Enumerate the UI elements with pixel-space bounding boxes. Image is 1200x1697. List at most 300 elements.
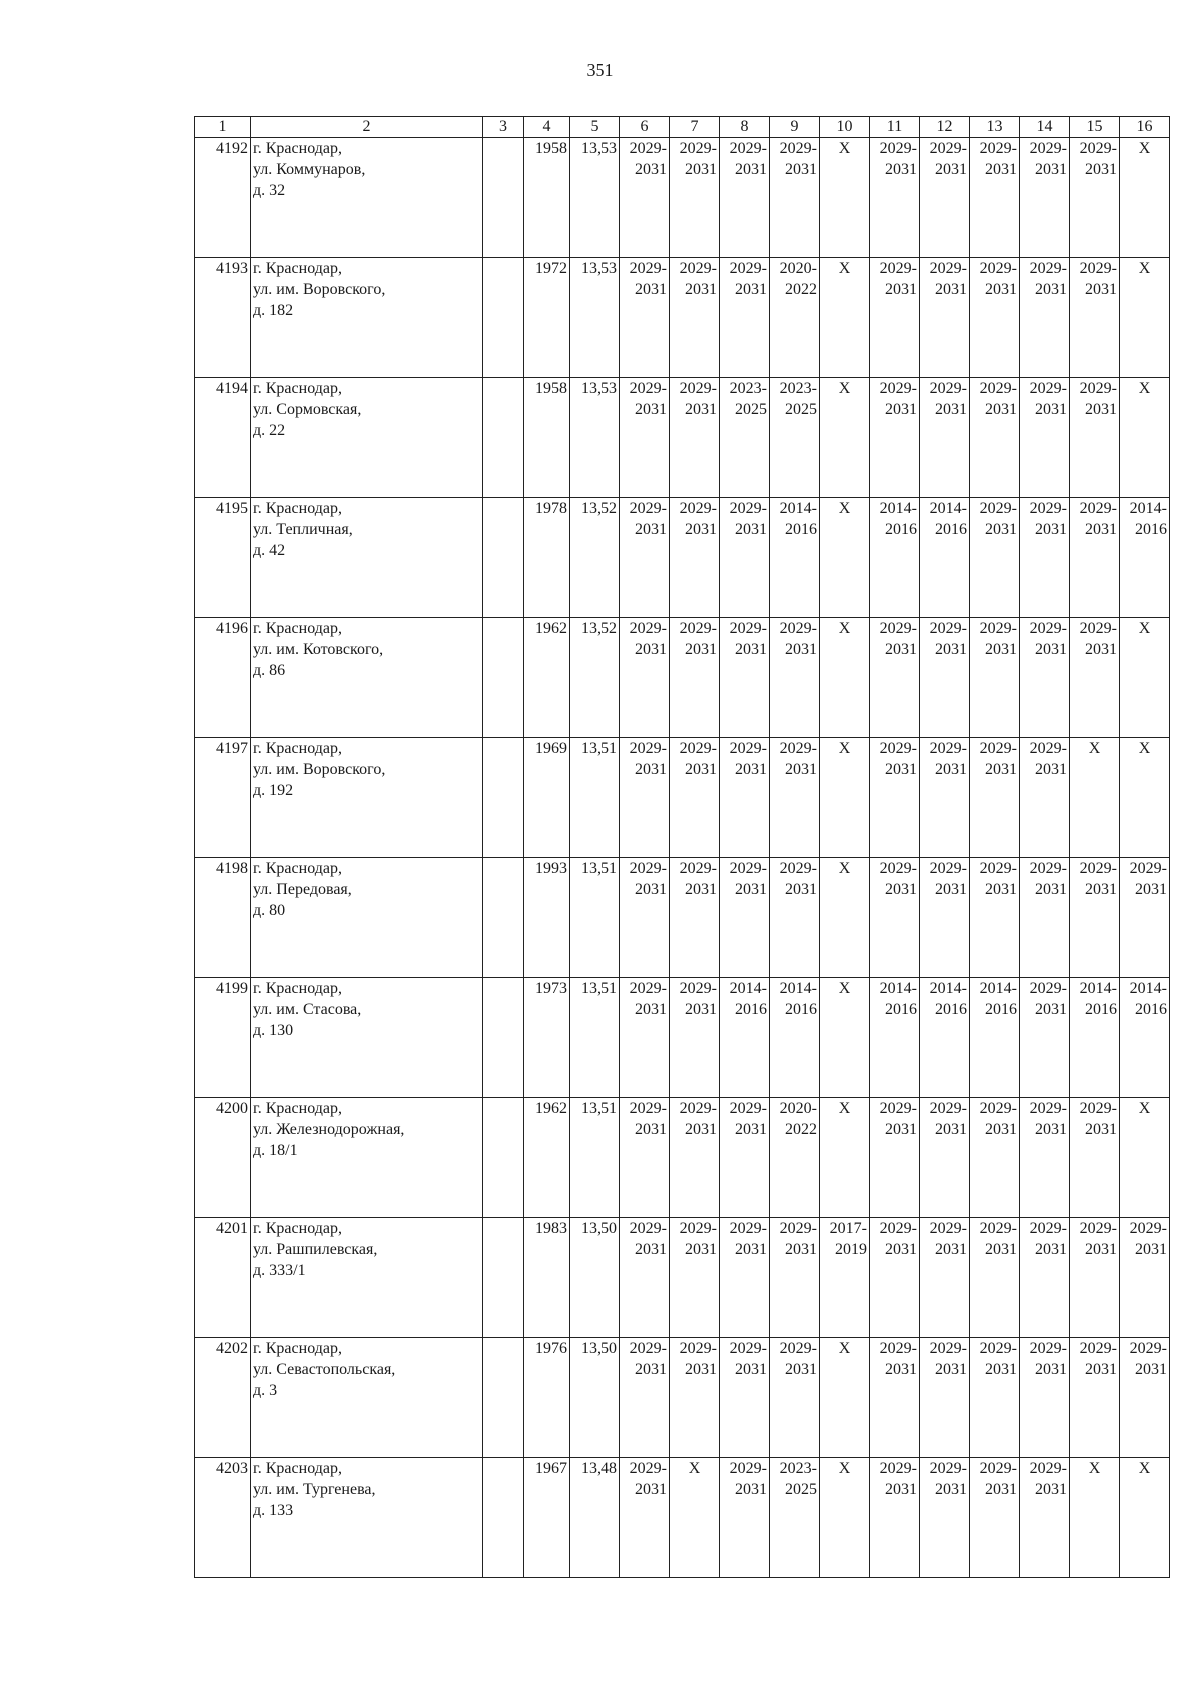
period-cell-col10 — [820, 978, 870, 1098]
period-cell-col13 — [970, 1458, 1020, 1578]
period-cell-col8 — [720, 138, 770, 258]
period-start: 2029- — [1029, 380, 1067, 397]
address-line: д. 42 — [253, 542, 286, 559]
not-applicable-mark: X — [838, 260, 851, 277]
period-end: 2031 — [885, 641, 917, 658]
period-cell-col9 — [770, 978, 820, 1098]
period-end: 2031 — [1035, 401, 1067, 418]
period-start: 2029- — [979, 380, 1017, 397]
period-start: 2029- — [1129, 860, 1167, 877]
period-start: 2029- — [1029, 740, 1067, 757]
period-cell-col8 — [720, 1458, 770, 1578]
period-end: 2031 — [1085, 161, 1117, 178]
period-end: 2031 — [985, 1481, 1017, 1498]
period-cell-col8 — [720, 858, 770, 978]
period-cell-col11 — [870, 498, 920, 618]
period-start: 2029- — [729, 1460, 767, 1477]
period-end: 2031 — [785, 1361, 817, 1378]
col3-cell — [483, 618, 524, 738]
not-applicable-mark: X — [1138, 380, 1151, 397]
period-end: 2031 — [935, 281, 967, 298]
value-cell: 13,52 — [570, 498, 620, 618]
period-cell-col13 — [970, 1098, 1020, 1218]
header-col-5: 5 — [570, 117, 620, 138]
period-start: 2029- — [1129, 1220, 1167, 1237]
address-line: ул. Тепличная, — [253, 521, 353, 538]
period-end: 2016 — [885, 521, 917, 538]
header-col-16: 16 — [1120, 117, 1170, 138]
not-applicable-mark: X — [838, 1100, 851, 1117]
period-end: 2031 — [1035, 761, 1067, 778]
address-line: ул. им. Стасова, — [253, 1001, 362, 1018]
period-end: 2031 — [635, 1481, 667, 1498]
period-cell-col9 — [770, 618, 820, 738]
period-cell-col7 — [670, 138, 720, 258]
period-start: 2023- — [779, 380, 817, 397]
period-start: 2029- — [1079, 620, 1117, 637]
period-end: 2031 — [635, 281, 667, 298]
period-end: 2031 — [885, 1121, 917, 1138]
address-cell — [251, 1458, 483, 1578]
period-cell-col7 — [670, 978, 720, 1098]
period-cell-col9 — [770, 498, 820, 618]
period-end: 2031 — [1035, 1001, 1067, 1018]
period-end: 2031 — [1035, 1481, 1067, 1498]
period-cell-col16 — [1120, 138, 1170, 258]
period-cell-col16 — [1120, 618, 1170, 738]
period-cell-col16 — [1120, 1098, 1170, 1218]
period-start: 2014- — [929, 980, 967, 997]
period-end: 2031 — [785, 1241, 817, 1258]
period-end: 2031 — [885, 401, 917, 418]
period-start: 2029- — [729, 260, 767, 277]
period-end: 2031 — [685, 1001, 717, 1018]
period-end: 2031 — [985, 521, 1017, 538]
address-cell — [251, 1218, 483, 1338]
period-end: 2031 — [685, 521, 717, 538]
period-cell-col7 — [670, 498, 720, 618]
period-cell-col10 — [820, 738, 870, 858]
period-start: 2029- — [779, 1340, 817, 1357]
period-start: 2029- — [629, 1460, 667, 1477]
period-end: 2031 — [1085, 521, 1117, 538]
period-cell-col6 — [620, 1218, 670, 1338]
col3-cell — [483, 498, 524, 618]
period-end: 2016 — [1135, 1001, 1167, 1018]
period-cell-col9 — [770, 858, 820, 978]
period-start: 2029- — [679, 620, 717, 637]
table-row — [195, 498, 1170, 618]
address-line: г. Краснодар, — [253, 260, 342, 277]
address-line: д. 130 — [253, 1022, 294, 1039]
year-cell: 1993 — [524, 858, 570, 978]
address-line: д. 18/1 — [253, 1142, 298, 1159]
period-end: 2031 — [685, 1241, 717, 1258]
period-cell-col12 — [920, 258, 970, 378]
table-row — [195, 258, 1170, 378]
period-start: 2029- — [729, 140, 767, 157]
period-start: 2029- — [729, 740, 767, 757]
year-cell: 1962 — [524, 1098, 570, 1218]
row-number: 4196 — [195, 618, 251, 738]
row-number: 4200 — [195, 1098, 251, 1218]
address-line: г. Краснодар, — [253, 1460, 342, 1477]
period-cell-col15 — [1070, 858, 1120, 978]
period-end: 2031 — [1085, 1241, 1117, 1258]
period-end: 2031 — [985, 401, 1017, 418]
period-start: 2029- — [679, 860, 717, 877]
period-start: 2029- — [1079, 140, 1117, 157]
period-end: 2031 — [935, 641, 967, 658]
period-end: 2031 — [735, 1241, 767, 1258]
not-applicable-mark: X — [838, 740, 851, 757]
col3-cell — [483, 1458, 524, 1578]
period-cell-col14 — [1020, 1338, 1070, 1458]
col3-cell — [483, 138, 524, 258]
period-start: 2029- — [929, 860, 967, 877]
period-cell-col11 — [870, 618, 920, 738]
period-cell-col11 — [870, 1338, 920, 1458]
address-line: ул. Железнодорожная, — [253, 1121, 405, 1138]
period-cell-col15 — [1070, 1338, 1120, 1458]
period-cell-col6 — [620, 378, 670, 498]
row-number: 4195 — [195, 498, 251, 618]
period-cell-col16 — [1120, 858, 1170, 978]
period-cell-col14 — [1020, 978, 1070, 1098]
period-end: 2031 — [685, 881, 717, 898]
address-line: г. Краснодар, — [253, 140, 342, 157]
address-line: ул. Сормовская, — [253, 401, 362, 418]
period-start: 2029- — [879, 380, 917, 397]
row-number: 4198 — [195, 858, 251, 978]
header-col-1: 1 — [195, 117, 251, 138]
address-line: г. Краснодар, — [253, 1100, 342, 1117]
period-start: 2029- — [929, 740, 967, 757]
period-end: 2031 — [1085, 401, 1117, 418]
period-cell-col6 — [620, 498, 670, 618]
period-start: 2029- — [629, 1220, 667, 1237]
address-line: г. Краснодар, — [253, 860, 342, 877]
value-cell: 13,53 — [570, 258, 620, 378]
address-line: д. 333/1 — [253, 1262, 306, 1279]
period-cell-col10 — [820, 1338, 870, 1458]
period-cell-col16 — [1120, 1218, 1170, 1338]
address-cell — [251, 138, 483, 258]
col3-cell — [483, 738, 524, 858]
not-applicable-mark: X — [1088, 1460, 1101, 1477]
period-end: 2031 — [785, 881, 817, 898]
period-cell-col13 — [970, 1338, 1020, 1458]
year-cell: 1978 — [524, 498, 570, 618]
period-end: 2031 — [735, 1121, 767, 1138]
period-end: 2031 — [985, 161, 1017, 178]
period-cell-col10 — [820, 1098, 870, 1218]
period-end: 2031 — [635, 761, 667, 778]
period-cell-col12 — [920, 978, 970, 1098]
period-cell-col14 — [1020, 378, 1070, 498]
table-row — [195, 1098, 1170, 1218]
period-cell-col8 — [720, 738, 770, 858]
period-start: 2029- — [979, 1340, 1017, 1357]
period-end: 2031 — [685, 1121, 717, 1138]
period-start: 2029- — [679, 140, 717, 157]
period-end: 2031 — [1085, 1121, 1117, 1138]
period-start: 2029- — [879, 140, 917, 157]
row-number: 4201 — [195, 1218, 251, 1338]
period-cell-col16 — [1120, 258, 1170, 378]
period-start: 2029- — [1079, 380, 1117, 397]
period-end: 2031 — [685, 761, 717, 778]
period-start: 2014- — [1129, 980, 1167, 997]
period-start: 2029- — [779, 740, 817, 757]
period-end: 2031 — [785, 761, 817, 778]
value-cell: 13,51 — [570, 978, 620, 1098]
header-col-14: 14 — [1020, 117, 1070, 138]
period-cell-col15 — [1070, 738, 1120, 858]
period-end: 2031 — [985, 1361, 1017, 1378]
period-start: 2029- — [929, 1100, 967, 1117]
table-body — [195, 138, 1170, 1578]
period-start: 2014- — [1129, 500, 1167, 517]
col3-cell — [483, 858, 524, 978]
period-end: 2031 — [985, 1121, 1017, 1138]
row-number: 4194 — [195, 378, 251, 498]
period-cell-col16 — [1120, 738, 1170, 858]
period-cell-col9 — [770, 378, 820, 498]
period-start: 2014- — [929, 500, 967, 517]
period-end: 2016 — [785, 1001, 817, 1018]
period-start: 2029- — [629, 980, 667, 997]
period-start: 2029- — [1079, 860, 1117, 877]
period-start: 2020- — [779, 1100, 817, 1117]
period-cell-col6 — [620, 618, 670, 738]
period-start: 2029- — [679, 1220, 717, 1237]
period-cell-col11 — [870, 258, 920, 378]
year-cell: 1958 — [524, 378, 570, 498]
housing-registry-table — [194, 116, 1170, 1578]
period-start: 2029- — [679, 980, 717, 997]
period-start: 2029- — [879, 860, 917, 877]
address-line: ул. Коммунаров, — [253, 161, 366, 178]
period-start: 2029- — [979, 500, 1017, 517]
period-start: 2029- — [729, 1100, 767, 1117]
period-cell-col8 — [720, 1338, 770, 1458]
period-cell-col8 — [720, 978, 770, 1098]
period-cell-col12 — [920, 498, 970, 618]
period-cell-col12 — [920, 618, 970, 738]
period-cell-col13 — [970, 1218, 1020, 1338]
value-cell: 13,53 — [570, 138, 620, 258]
period-start: 2029- — [879, 1100, 917, 1117]
period-start: 2029- — [979, 620, 1017, 637]
period-end: 2031 — [1085, 281, 1117, 298]
header-col-9: 9 — [770, 117, 820, 138]
period-cell-col6 — [620, 978, 670, 1098]
address-line: г. Краснодар, — [253, 380, 342, 397]
period-start: 2020- — [779, 260, 817, 277]
row-number: 4199 — [195, 978, 251, 1098]
period-start: 2014- — [1079, 980, 1117, 997]
period-end: 2031 — [685, 641, 717, 658]
period-cell-col13 — [970, 258, 1020, 378]
not-applicable-mark: X — [838, 380, 851, 397]
period-cell-col10 — [820, 618, 870, 738]
period-end: 2031 — [1085, 881, 1117, 898]
period-end: 2031 — [1035, 641, 1067, 658]
period-end: 2016 — [935, 1001, 967, 1018]
value-cell: 13,52 — [570, 618, 620, 738]
year-cell: 1962 — [524, 618, 570, 738]
period-cell-col6 — [620, 1098, 670, 1218]
period-start: 2029- — [679, 260, 717, 277]
period-end: 2031 — [1035, 1241, 1067, 1258]
period-cell-col13 — [970, 978, 1020, 1098]
period-cell-col6 — [620, 1458, 670, 1578]
period-cell-col15 — [1070, 618, 1120, 738]
period-cell-col15 — [1070, 978, 1120, 1098]
period-cell-col7 — [670, 1218, 720, 1338]
col3-cell — [483, 1218, 524, 1338]
period-start: 2029- — [1029, 140, 1067, 157]
table-row — [195, 138, 1170, 258]
period-cell-col13 — [970, 498, 1020, 618]
period-end: 2031 — [885, 761, 917, 778]
period-cell-col14 — [1020, 138, 1070, 258]
address-cell — [251, 738, 483, 858]
year-cell: 1958 — [524, 138, 570, 258]
address-cell — [251, 498, 483, 618]
address-cell — [251, 1098, 483, 1218]
value-cell: 13,51 — [570, 858, 620, 978]
period-cell-col15 — [1070, 378, 1120, 498]
period-end: 2031 — [635, 521, 667, 538]
period-cell-col13 — [970, 738, 1020, 858]
period-cell-col11 — [870, 1458, 920, 1578]
address-line: г. Краснодар, — [253, 1220, 342, 1237]
address-line: ул. им. Котовского, — [253, 641, 384, 658]
period-start: 2029- — [1079, 500, 1117, 517]
period-start: 2029- — [1029, 1220, 1067, 1237]
period-cell-col9 — [770, 1218, 820, 1338]
value-cell: 13,48 — [570, 1458, 620, 1578]
period-end: 2031 — [735, 1481, 767, 1498]
period-cell-col15 — [1070, 498, 1120, 618]
period-end: 2031 — [685, 161, 717, 178]
period-cell-col14 — [1020, 1218, 1070, 1338]
period-start: 2014- — [729, 980, 767, 997]
period-cell-col12 — [920, 1098, 970, 1218]
period-end: 2031 — [885, 161, 917, 178]
period-cell-col12 — [920, 1458, 970, 1578]
period-cell-col10 — [820, 498, 870, 618]
period-end: 2031 — [685, 1361, 717, 1378]
period-cell-col11 — [870, 138, 920, 258]
period-start: 2029- — [1029, 1100, 1067, 1117]
table-header — [195, 117, 1170, 138]
table-row — [195, 618, 1170, 738]
period-cell-col14 — [1020, 738, 1070, 858]
period-end: 2031 — [885, 1361, 917, 1378]
period-start: 2029- — [1079, 1220, 1117, 1237]
period-cell-col16 — [1120, 1338, 1170, 1458]
period-start: 2029- — [629, 380, 667, 397]
period-end: 2031 — [985, 1241, 1017, 1258]
period-cell-col12 — [920, 738, 970, 858]
period-end: 2031 — [1035, 161, 1067, 178]
period-cell-col14 — [1020, 1458, 1070, 1578]
period-start: 2014- — [879, 980, 917, 997]
period-cell-col11 — [870, 858, 920, 978]
period-cell-col15 — [1070, 1218, 1120, 1338]
period-start: 2029- — [629, 1340, 667, 1357]
header-col-3: 3 — [483, 117, 524, 138]
period-end: 2031 — [985, 641, 1017, 658]
period-cell-col15 — [1070, 1458, 1120, 1578]
period-cell-col9 — [770, 1338, 820, 1458]
period-cell-col14 — [1020, 498, 1070, 618]
period-cell-col8 — [720, 258, 770, 378]
period-end: 2031 — [735, 761, 767, 778]
period-cell-col14 — [1020, 1098, 1070, 1218]
period-cell-col7 — [670, 1338, 720, 1458]
period-cell-col6 — [620, 1338, 670, 1458]
period-end: 2025 — [785, 401, 817, 418]
period-end: 2025 — [785, 1481, 817, 1498]
period-start: 2029- — [1079, 260, 1117, 277]
period-cell-col10 — [820, 138, 870, 258]
address-cell — [251, 978, 483, 1098]
period-end: 2031 — [1035, 281, 1067, 298]
period-end: 2019 — [835, 1241, 867, 1258]
period-start: 2029- — [979, 860, 1017, 877]
period-end: 2031 — [785, 161, 817, 178]
period-start: 2029- — [729, 860, 767, 877]
period-start: 2017- — [829, 1220, 867, 1237]
not-applicable-mark: X — [1138, 260, 1151, 277]
period-start: 2029- — [929, 1460, 967, 1477]
period-start: 2014- — [979, 980, 1017, 997]
not-applicable-mark: X — [838, 620, 851, 637]
period-start: 2029- — [979, 740, 1017, 757]
period-start: 2029- — [879, 620, 917, 637]
address-line: д. 86 — [253, 662, 286, 679]
address-cell — [251, 1338, 483, 1458]
table-row — [195, 1218, 1170, 1338]
period-cell-col15 — [1070, 138, 1120, 258]
period-cell-col6 — [620, 138, 670, 258]
header-col-13: 13 — [970, 117, 1020, 138]
page-number: 351 — [586, 60, 614, 80]
period-end: 2031 — [935, 1361, 967, 1378]
row-number: 4203 — [195, 1458, 251, 1578]
period-start: 2029- — [979, 260, 1017, 277]
period-cell-col9 — [770, 1458, 820, 1578]
row-number: 4202 — [195, 1338, 251, 1458]
not-applicable-mark: X — [688, 1460, 701, 1477]
period-start: 2029- — [929, 620, 967, 637]
period-end: 2031 — [885, 881, 917, 898]
address-line: ул. Передовая, — [253, 881, 352, 898]
period-cell-col12 — [920, 138, 970, 258]
period-end: 2031 — [735, 281, 767, 298]
table-row — [195, 738, 1170, 858]
period-end: 2031 — [635, 1361, 667, 1378]
period-cell-col11 — [870, 978, 920, 1098]
col3-cell — [483, 1098, 524, 1218]
period-end: 2031 — [985, 281, 1017, 298]
period-start: 2029- — [629, 500, 667, 517]
period-cell-col14 — [1020, 618, 1070, 738]
